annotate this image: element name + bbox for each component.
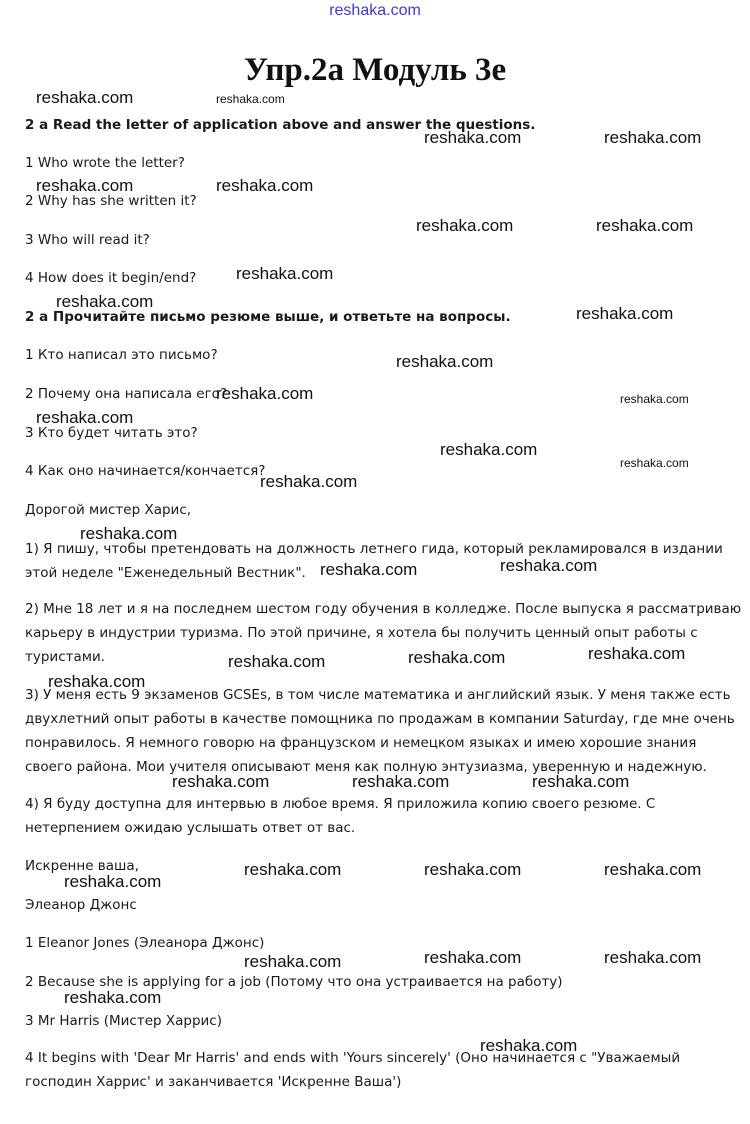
page-title: Упр.2а Модуль 3е: [243, 52, 507, 88]
paragraph-line: понравилось. Я немного говорю на французском и немецком языках и имею хорошие знания: [25, 735, 697, 751]
watermark: reshaka.com: [408, 648, 506, 667]
watermark: reshaka.com: [64, 872, 162, 891]
russian-question: 4 Как оно начинается/кончается?: [25, 463, 266, 479]
watermark: reshaka.com: [172, 772, 270, 791]
watermark: reshaka.com: [244, 952, 342, 971]
watermark: reshaka.com: [604, 128, 702, 147]
watermark: reshaka.com: [424, 948, 522, 967]
watermark: reshaka.com: [416, 216, 514, 235]
paragraph-line: 2) Мне 18 лет и я на последнем шестом году обучения в колледже. После выпуска я рассматриваю: [25, 601, 742, 617]
paragraph-line: карьеру в индустрии туризма. По этой причине, я хотела бы получить ценный опыт работы с: [25, 625, 698, 641]
paragraph-line: своего района. Мои учителя описывают меня как полную энтузиазма, уверенную и надежную.: [25, 759, 707, 775]
watermark: reshaka.com: [228, 652, 326, 671]
paragraph-line: этой неделе "Еженедельный Вестник".: [25, 565, 306, 581]
watermark: reshaka.com: [64, 988, 162, 1007]
paragraph-line: туристами.: [25, 649, 106, 665]
answer: 1 Eleanor Jones (Элеанора Джонс): [25, 935, 265, 951]
watermark: reshaka.com: [440, 440, 538, 459]
watermark: reshaka.com: [596, 216, 694, 235]
site-link[interactable]: reshaka.com: [329, 2, 421, 19]
answer: 3 Mr Harris (Мистер Харрис): [25, 1013, 222, 1029]
letter-closing: Искренне ваша,: [25, 858, 139, 874]
answer: 2 Because she is applying for a job (Потому что она устраивается на работу): [25, 974, 563, 990]
watermark: reshaka.com: [352, 772, 450, 791]
answer: [25, 1046, 737, 1094]
letter-greeting: Дорогой мистер Харис,: [25, 502, 192, 518]
english-question: 2 Why has she written it?: [25, 193, 197, 209]
paragraph-line: 4) Я буду доступна для интервью в любое время. Я приложила копию своего резюме. С: [25, 796, 656, 812]
letter-paragraph: [25, 683, 737, 779]
english-question: 1 Who wrote the letter?: [25, 155, 185, 171]
russian-question: 3 Кто будет читать это?: [25, 425, 198, 441]
answer-line: 4 It begins with 'Dear Mr Harris' and ends with 'Yours sincerely' (Оно начинается с "Уважаемый: [25, 1050, 681, 1066]
watermark: reshaka.com: [500, 556, 598, 575]
watermark: reshaka.com: [532, 772, 630, 791]
watermark: reshaka.com: [48, 672, 146, 691]
watermark: reshaka.com: [320, 560, 418, 579]
paragraph-line: 1) Я пишу, чтобы претендовать на должность летнего гида, который рекламировался в издании: [25, 541, 723, 557]
english-heading: 2 a Read the letter of application above and answer the questions.: [25, 117, 536, 133]
watermark: reshaka.com: [216, 176, 314, 195]
russian-question: 2 Почему она написала его?: [25, 386, 228, 402]
answer-line: господин Харрис' и заканчивается 'Искренне Ваша'): [25, 1074, 402, 1090]
russian-heading: 2 а Прочитайте письмо резюме выше, и ответьте на вопросы.: [25, 309, 511, 325]
watermark: reshaka.com: [588, 644, 686, 663]
watermark: reshaka.com: [620, 456, 689, 470]
watermark: reshaka.com: [236, 264, 334, 283]
watermark: reshaka.com: [604, 860, 702, 879]
paragraph-line: двухлетний опыт работы в качестве помощника по продажам в компании Saturday, где мне очень: [25, 711, 735, 727]
letter-paragraph: [25, 792, 737, 840]
watermark: reshaka.com: [480, 1036, 578, 1055]
paragraph-line: нетерпением ожидаю услышать ответ от вас.: [25, 820, 356, 836]
letter-signature: Элеанор Джонс: [25, 897, 137, 913]
english-question: 4 How does it begin/end?: [25, 270, 197, 286]
watermark: reshaka.com: [604, 948, 702, 967]
watermark: reshaka.com: [244, 860, 342, 879]
watermark: reshaka.com: [80, 524, 178, 543]
watermark: reshaka.com: [260, 472, 358, 491]
russian-question: 1 Кто написал это письмо?: [25, 347, 218, 363]
watermark: reshaka.com: [396, 352, 494, 371]
watermark: reshaka.com: [56, 292, 154, 311]
watermark: reshaka.com: [216, 384, 314, 403]
watermark: reshaka.com: [576, 304, 674, 323]
watermark: reshaka.com: [620, 392, 689, 406]
paragraph-line: 3) У меня есть 9 экзаменов GCSEs, в том числе математика и английский язык. У меня также есть: [25, 687, 731, 703]
watermark: reshaka.com: [216, 92, 285, 106]
watermark: reshaka.com: [36, 88, 134, 107]
watermark: reshaka.com: [424, 860, 522, 879]
watermark: reshaka.com: [36, 408, 134, 427]
english-question: 3 Who will read it?: [25, 232, 150, 248]
watermark: reshaka.com: [424, 128, 522, 147]
watermark: reshaka.com: [36, 176, 134, 195]
